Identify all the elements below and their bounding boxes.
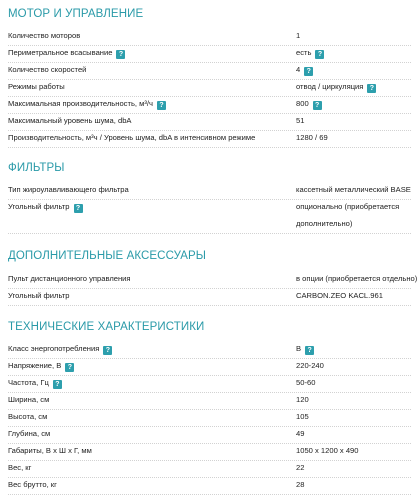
help-icon[interactable]: ? [103,346,112,355]
spec-value: 28 [296,480,305,489]
spec-row-intensive-mode [8,131,411,148]
spec-label: Частота, Гц [8,378,49,387]
spec-label: Количество моторов [8,31,81,40]
spec-label: Угольный фильтр [8,202,70,211]
spec-label: Высота, см [8,412,48,421]
spec-label: Тип жироулавливающего фильтра [8,185,129,194]
spec-label: Максимальный уровень шума, dbA [8,116,132,125]
spec-value: 120 [296,395,309,404]
spec-row-remote-control [8,272,418,289]
spec-row-carbon-filter-accessory [8,289,411,306]
spec-label: Класс энергопотребления [8,344,100,353]
spec-row-motor-count [8,29,411,46]
spec-label: Глубина, см [8,429,51,438]
spec-value: B [296,344,302,353]
spec-value: отвод / циркуляция [296,82,364,91]
spec-label: Угольный фильтр [8,291,70,300]
spec-value: есть [296,48,312,57]
help-icon[interactable]: ? [367,84,376,93]
spec-row-max-capacity [8,97,411,114]
spec-row-speed-count [8,63,411,80]
help-icon[interactable]: ? [65,363,74,372]
spec-value: 800 [296,99,309,108]
help-icon[interactable]: ? [74,204,83,213]
help-icon[interactable]: ? [304,67,313,76]
spec-row-grease-filter-type [8,183,411,200]
help-icon[interactable]: ? [305,346,314,355]
spec-row-voltage [8,359,411,376]
spec-row-weight [8,461,411,478]
spec-value: 49 [296,429,305,438]
spec-value: 4 [296,65,301,74]
spec-label: Режимы работы [8,82,65,91]
section-title-filters: ФИЛЬТРЫ [8,162,65,174]
spec-row-gross-weight [8,478,411,495]
spec-row-carbon-filter-cont [8,217,411,234]
spec-row-frequency [8,376,411,393]
spec-value: опционально (приобретается [296,202,400,211]
spec-value: CARBON.ZEO KACL.961 [296,291,383,300]
spec-label: Вес, кг [8,463,32,472]
spec-value-continued: дополнительно) [296,219,353,228]
spec-label: Пульт дистанционного управления [8,274,131,283]
section-title-motor: МОТОР И УПРАВЛЕНИЕ [8,8,144,20]
spec-label: Вес брутто, кг [8,480,57,489]
section-title-technical: ТЕХНИЧЕСКИЕ ХАРАКТЕРИСТИКИ [8,321,205,333]
spec-value: 22 [296,463,305,472]
spec-row-carbon-filter [8,200,411,217]
help-icon[interactable]: ? [315,50,324,59]
spec-label: Периметральное всасывание [8,48,113,57]
help-icon[interactable]: ? [157,101,166,110]
spec-value: в опции (приобретается отдельно) [296,274,418,283]
spec-row-max-noise [8,114,411,131]
spec-row-width [8,393,411,410]
spec-value: 1 [296,31,301,40]
spec-row-operating-modes [8,80,411,97]
spec-row-dimensions [8,444,411,461]
spec-value: кассетный металлический BASE [296,185,411,194]
spec-label: Ширина, см [8,395,50,404]
spec-row-height [8,410,411,427]
spec-label: Количество скоростей [8,65,87,74]
spec-value: 50-60 [296,378,316,387]
spec-value: 1280 / 69 [296,133,328,142]
spec-label: Напряжение, В [8,361,62,370]
spec-value: 220-240 [296,361,324,370]
spec-value: 51 [296,116,305,125]
spec-value: 1050 x 1200 x 490 [296,446,359,455]
spec-label: Производительность, м³ч / Уровень шума, dbA в интенсивном режиме [8,133,256,142]
help-icon[interactable]: ? [313,101,322,110]
help-icon[interactable]: ? [116,50,125,59]
spec-value: 105 [296,412,309,421]
help-icon[interactable]: ? [53,380,62,389]
spec-row-energy-class [8,342,411,359]
spec-label: Максимальная производительность, м³/ч [8,99,153,108]
section-title-accessories: ДОПОЛНИТЕЛЬНЫЕ АКСЕССУАРЫ [8,250,207,262]
spec-row-perimeter-suction [8,46,411,63]
spec-row-depth [8,427,411,444]
spec-label: Габариты, В х Ш х Г, мм [8,446,92,455]
